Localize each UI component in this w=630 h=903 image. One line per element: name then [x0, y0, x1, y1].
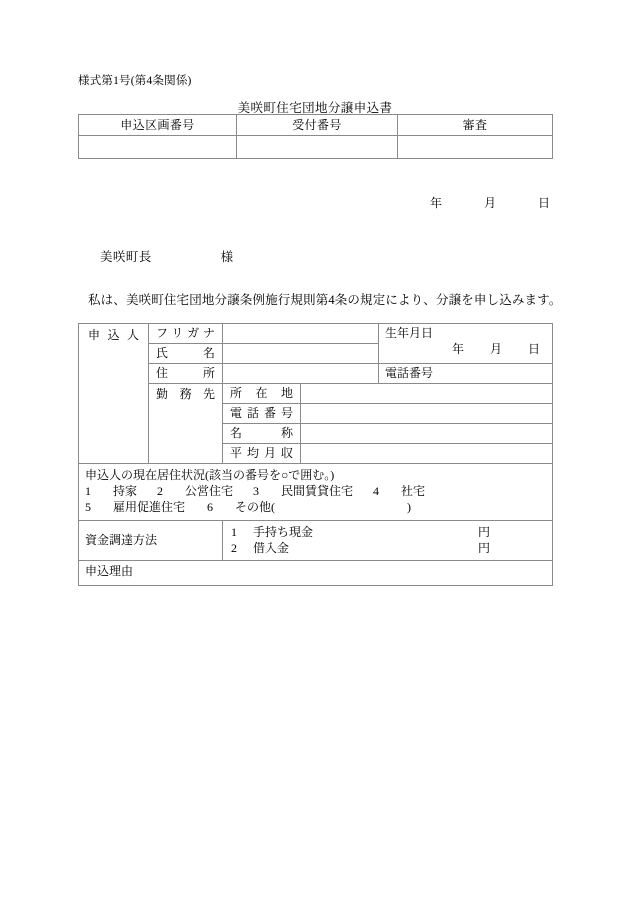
table-row-residence-status	[79, 464, 553, 521]
funding-item-loan	[231, 540, 546, 556]
workplace-location-label: 所在地	[223, 384, 301, 404]
addressee-honorific: 様	[220, 250, 234, 264]
receipt-table	[78, 114, 553, 159]
residence-option-6-close-paren: )	[407, 500, 412, 515]
furigana-field[interactable]	[223, 324, 379, 344]
table-row-reason	[79, 560, 553, 585]
birth-date-label: 生年月日	[385, 326, 434, 340]
table-row-workplace-location	[79, 384, 553, 404]
residence-option-6-number: 6	[207, 500, 214, 515]
funding-item-cash-number: 1	[231, 524, 237, 539]
funding-item-cash	[231, 524, 546, 540]
residence-status-options-row-1	[85, 483, 546, 499]
residence-status-cell	[79, 464, 553, 521]
residence-option-3-number: 3	[253, 484, 260, 499]
receipt-header-review: 審査	[398, 115, 553, 136]
birth-date-cell	[379, 324, 553, 364]
table-row-funding	[79, 520, 553, 560]
receipt-field-review[interactable]	[398, 136, 553, 159]
residence-option-4-number: 4	[373, 484, 380, 499]
residence-option-1-number: 1	[85, 484, 91, 499]
funding-item-cash-label: 手持ち現金	[253, 524, 314, 539]
residence-option-2-number: 2	[157, 484, 164, 499]
residence-option-3-label[interactable]: 民間賃貸住宅	[281, 484, 354, 499]
date-year-label: 年	[430, 196, 443, 210]
phone-label: 電話番号	[379, 364, 553, 384]
statement-text: 私は、美咲町住宅団地分譲条例施行規則第4条の規定により、分譲を申し込みます。	[88, 293, 562, 307]
birth-day-label: 日	[527, 341, 540, 356]
date-line	[430, 194, 550, 211]
workplace-name-field[interactable]	[301, 424, 553, 444]
date-day-label: 日	[537, 196, 550, 210]
funding-item-loan-label: 借入金	[253, 540, 290, 555]
applicant-section-label: 申込人	[79, 324, 149, 464]
addressee-name: 美咲町長	[100, 250, 152, 264]
receipt-header-lot-number: 申込区画番号	[79, 115, 237, 136]
birth-date-ymd	[385, 342, 544, 358]
document-title: 美咲町住宅団地分譲申込書	[237, 101, 393, 115]
workplace-location-field[interactable]	[301, 384, 553, 404]
average-income-label: 平均月収	[223, 444, 301, 464]
average-income-field[interactable]	[301, 444, 553, 464]
address-label: 住所	[149, 364, 223, 384]
funding-item-loan-unit: 円	[477, 540, 490, 555]
receipt-field-lot-number[interactable]	[79, 136, 237, 159]
residence-option-5-number: 5	[85, 500, 91, 515]
residence-option-1-label[interactable]: 持家	[113, 484, 138, 499]
table-row-furigana	[79, 324, 553, 344]
residence-option-5-label[interactable]: 雇用促進住宅	[113, 500, 186, 515]
furigana-label: フリガナ	[149, 324, 223, 344]
funding-label: 資金調達方法	[79, 520, 223, 560]
address-field[interactable]	[223, 364, 379, 384]
funding-cell	[223, 520, 553, 560]
reason-cell[interactable]	[79, 560, 553, 585]
birth-month-label: 月	[489, 341, 502, 356]
table-row-receipt-values	[79, 136, 553, 159]
funding-item-loan-number: 2	[231, 540, 237, 555]
receipt-field-receipt-number[interactable]	[237, 136, 398, 159]
residence-option-6-label[interactable]: その他(	[235, 500, 276, 515]
workplace-label: 勤務先	[149, 384, 223, 464]
receipt-header-receipt-number: 受付番号	[237, 115, 398, 136]
form-number: 様式第1号(第4条関係)	[78, 75, 192, 87]
birth-year-label: 年	[451, 341, 464, 356]
residence-option-2-label[interactable]: 公営住宅	[185, 484, 234, 499]
addressee	[100, 247, 234, 265]
application-table	[78, 323, 553, 586]
residence-option-4-label[interactable]: 社宅	[401, 484, 426, 499]
date-month-label: 月	[483, 196, 496, 210]
residence-status-heading: 申込人の現在居住状況(該当の番号を○で囲む。)	[85, 468, 335, 482]
workplace-phone-field[interactable]	[301, 404, 553, 424]
table-row-address	[79, 364, 553, 384]
table-row-receipt-headers	[79, 115, 553, 136]
residence-status-options-row-2	[85, 499, 546, 515]
reason-label: 申込理由	[85, 563, 134, 578]
funding-item-cash-unit: 円	[477, 524, 490, 539]
name-field[interactable]	[223, 344, 379, 364]
workplace-name-label: 名称	[223, 424, 301, 444]
workplace-phone-label: 電話番号	[223, 404, 301, 424]
name-label: 氏名	[149, 344, 223, 364]
